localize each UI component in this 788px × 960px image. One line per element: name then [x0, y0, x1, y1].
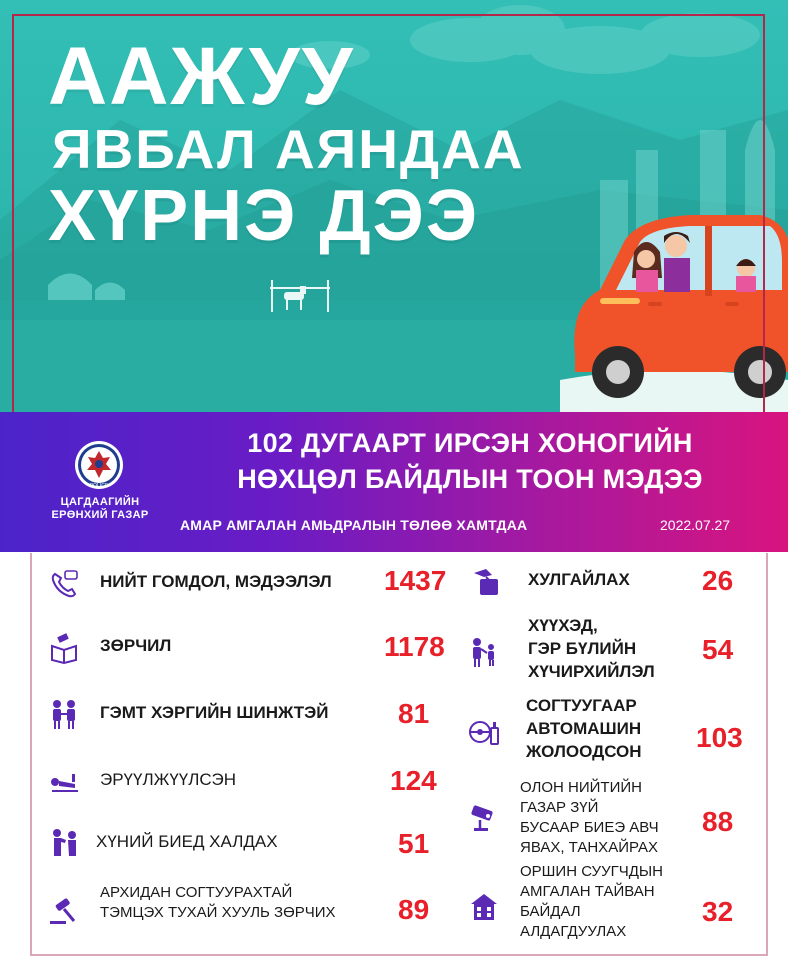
hero-title-line-2: ЯВБАЛ АЯНДАА: [52, 118, 525, 180]
logo-caption-line-2: ЕРӨНХИЙ ГАЗАР: [51, 509, 149, 521]
stat-label-public-disorder-line-2: ГАЗАР ЗҮЙ: [520, 799, 599, 816]
stat-label-alcohol-law-line-1: АРХИДАН СОГТУУРАХТАЙ: [100, 884, 293, 901]
law-book-icon: [48, 632, 80, 664]
phone-call-icon: [48, 568, 80, 600]
arrest-icon: [48, 698, 80, 730]
drunk-person-icon: [48, 766, 80, 798]
stat-value-violations: 1178: [384, 631, 445, 662]
stat-label-drunk-driving-line-1: СОГТУУГААР: [526, 696, 637, 715]
logo-caption: [40, 496, 160, 522]
stat-label-drunk-driving-line-3: ЖОЛООДСОН: [526, 742, 642, 761]
stat-label-alcohol-law-line-2: ТЭМЦЭХ ТУХАЙ ХУУЛЬ ЗӨРЧИХ: [100, 904, 336, 921]
stat-label-public-disorder-line-4: ЯВАХ, ТАНХАЙРАХ: [520, 839, 658, 856]
stat-label-family-violence-line-2: ГЭР БҮЛИЙН: [528, 639, 637, 658]
stat-label-family-violence-line-1: ХҮҮХЭД,: [528, 616, 598, 635]
stat-label-bodily-harm: ХҮНИЙ БИЕД ХАЛДАХ: [96, 832, 278, 851]
stat-label-residents-peace-line-2: АМГАЛАН ТАЙВАН: [520, 883, 655, 900]
stat-label-violations: ЗӨРЧИЛ: [100, 636, 172, 655]
apartment-building-icon: [468, 890, 500, 922]
police-badge-text: POLICE: [89, 483, 109, 489]
clouds: [290, 5, 760, 74]
stat-label-total-complaints: НИЙТ ГОМДОЛ, МЭДЭЭЛЭЛ: [100, 572, 332, 591]
police-emblem-icon: [74, 440, 124, 490]
stat-value-theft: 26: [702, 565, 734, 596]
stat-label-residents-peace-line-4: АЛДАГДУУЛАХ: [520, 923, 627, 940]
stat-label-residents-peace-line-1: ОРШИН СУУГЧДЫН: [520, 863, 663, 880]
stat-label-public-disorder-line-3: БУСААР БИЕЭ АВЧ: [520, 819, 659, 836]
stat-label-residents-peace-line-3: БАЙДАЛ: [520, 903, 581, 920]
stat-value-bodily-harm: 51: [398, 828, 430, 859]
banner-title-line-2: НӨХЦӨЛ БАЙДЛЫН ТООН МЭДЭЭ: [237, 464, 703, 494]
stat-value-criminal-nature: 81: [398, 698, 430, 729]
hero-section: [0, 0, 788, 412]
stat-value-sobering: 124: [390, 765, 437, 796]
theft-icon: [470, 565, 502, 597]
stat-value-family-violence: 54: [702, 634, 734, 665]
assault-icon: [48, 826, 80, 858]
gavel-icon: [48, 895, 80, 927]
stat-value-total-complaints: 1437: [384, 565, 447, 596]
stat-label-sobering: ЭРҮҮЛЖҮҮЛСЭН: [100, 770, 236, 789]
stat-label-criminal-nature: ГЭМТ ХЭРГИЙН ШИНЖТЭЙ: [100, 703, 329, 722]
logo-caption-line-1: ЦАГДААГИЙН: [60, 496, 140, 508]
stat-value-alcohol-law: 89: [398, 894, 430, 925]
stat-label-family-violence-line-3: ХҮЧИРХИЙЛЭЛ: [528, 662, 655, 681]
stat-label-drunk-driving-line-2: АВТОМАШИН: [526, 719, 642, 738]
hero-title-line-3: ХҮРНЭ ДЭЭ: [48, 176, 480, 256]
family-violence-icon: [468, 636, 500, 668]
stat-label-public-disorder-line-1: ОЛОН НИЙТИЙН: [520, 779, 642, 796]
stat-value-public-disorder: 88: [702, 806, 734, 837]
banner-title-line-1: 102 ДУГААРТ ИРСЭН ХОНОГИЙН: [247, 428, 693, 458]
stat-value-drunk-driving: 103: [696, 722, 743, 753]
stat-value-residents-peace: 32: [702, 896, 734, 927]
banner-subtitle: АМАР АМГАЛАН АМЬДРАЛЫН ТӨЛӨӨ ХАМТДАА: [180, 517, 528, 533]
drunk-driving-icon: [468, 716, 500, 748]
stat-label-theft: ХУЛГАЙЛАХ: [528, 570, 630, 589]
banner-date: 2022.07.27: [660, 517, 731, 533]
hero-title-line-1: ААЖУУ: [48, 31, 355, 122]
cctv-camera-icon: [468, 802, 500, 834]
